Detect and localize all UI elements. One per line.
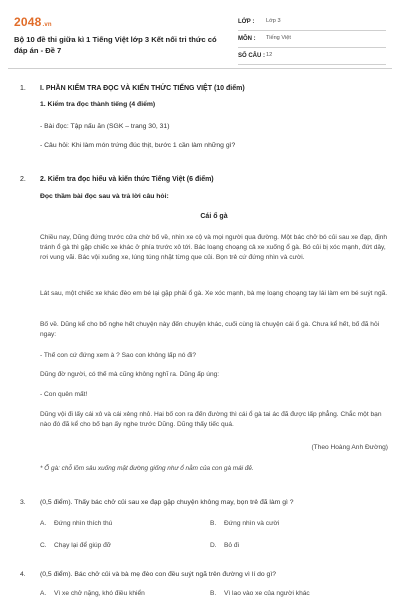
section-number: 1.	[20, 85, 26, 92]
option-letter: D.	[210, 542, 217, 549]
answer-option-a[interactable]	[40, 590, 145, 599]
reading-question: - Câu hỏi: Khi làm món trứng đúc thịt, bước 1 cần làm những gì?	[40, 142, 236, 149]
story-paragraph: Lát sau, một chiếc xe khác đèo em bé lại gặp phải ổ gà. Xe xóc mạnh, bà mẹ loạng choạng tay lái làm em bé suýt ngã.	[40, 290, 388, 297]
answer-option-a[interactable]	[40, 520, 112, 529]
story-paragraph: Dũng đờ người, có thế mà cũng không nghĩ ra. Dũng ấp úng:	[40, 371, 220, 378]
question-3	[20, 498, 390, 507]
meta-box	[238, 14, 386, 65]
option-text: Đứng nhìn thích thú	[54, 520, 113, 527]
meta-value: Lớp 3	[266, 18, 281, 25]
meta-value: Tiếng Việt	[266, 35, 291, 42]
instruction-text: Đọc thầm bài đọc sau và trả lời câu hỏi:	[40, 193, 169, 200]
question-text: (0,5 điểm). Thấy bác chở củi sau xe đạp gặp chuyện không may, bọn trẻ đã làm gì ?	[40, 499, 294, 506]
option-text: Vì xe chở nặng, khó điều khiển	[54, 590, 145, 597]
story-paragraph: Chiều nay, Dũng đứng trước cửa chờ bố về, nhìn xe cộ và mọi người qua đường. Một bác chở bó củi sau xe đạp, định tránh ổ gà thì gặp chiếc xe khác ở phía trước xô tới. Bác loạng choạng cả xe xuống ổ gà. Bó củi bị xóc mạnh, đứt dây, rơi vung vãi. Bác vội xuống xe, lúng túng nhặt từng que củi. Bọn trẻ cứ đứng nhìn và cười.	[40, 234, 388, 262]
meta-label: MÔN :	[238, 35, 256, 42]
story-paragraph: - Con quên mất!	[40, 391, 88, 398]
answer-option-b[interactable]	[210, 520, 279, 529]
meta-row-subject	[238, 31, 386, 48]
section-title: 2. Kiểm tra đọc hiểu và kiến thức Tiếng Việt (6 điểm)	[40, 176, 214, 183]
option-text: Đứng nhìn và cười	[224, 520, 280, 527]
document-header	[14, 14, 386, 64]
meta-row-question-count	[238, 48, 386, 65]
question-number: 4.	[20, 571, 26, 578]
logo-text: 2048	[14, 15, 42, 29]
header-divider	[8, 68, 392, 69]
meta-value: 12	[266, 52, 273, 59]
question-4	[20, 570, 390, 579]
logo-suffix: .vn	[42, 22, 52, 28]
section-2-heading	[20, 175, 214, 184]
story-paragraph: Dũng vội đi lấy cái xô và cái xẻng nhỏ. Hai bố con ra đến đường thì cái ổ gà tai ác đã được lấp phẳng. Chắc một bạn nào đó đã kể cho bố bạn ấy nghe trước Dũng. Dũng thấy tiếc quá.	[40, 411, 382, 429]
answer-option-c[interactable]	[40, 542, 111, 551]
story-paragraph: - Thế con cứ đứng xem à ? Sao con không lấp nó đi?	[40, 352, 197, 359]
question-text: (0,5 điểm). Bác chở củi và bà mẹ đèo con đều suýt ngã trên đường vì lí do gì?	[40, 571, 277, 578]
answer-option-b[interactable]	[210, 590, 310, 599]
option-text: Chạy lại để giúp đỡ	[54, 542, 112, 549]
meta-row-grade	[238, 14, 386, 31]
option-letter: A.	[40, 590, 47, 597]
section-title: I. PHẦN KIỂM TRA ĐỌC VÀ KIẾN THỨC TIẾNG VIỆT (10 điểm)	[40, 85, 245, 92]
site-logo[interactable]	[14, 14, 52, 30]
question-number: 3.	[20, 499, 26, 506]
option-text: Bỏ đi	[224, 542, 240, 549]
page-title: Bộ 10 đề thi giữa kì 1 Tiếng Việt lớp 3 Kết nối tri thức có đáp án - Đề 7	[14, 35, 217, 55]
section-1-heading	[20, 84, 245, 93]
story-title: Cái ổ gà	[200, 213, 228, 220]
option-text: Vì lao vào xe của người khác	[224, 590, 310, 597]
footnote: * Ổ gà: chỗ lõm sâu xuống mặt đường giống như ổ nằm của con gà mái đẻ.	[40, 465, 254, 472]
meta-label: SỐ CÂU :	[238, 52, 265, 59]
reading-text: - Bài đọc: Tập nấu ăn (SGK – trang 30, 31)	[40, 123, 170, 130]
meta-label: LỚP :	[238, 18, 255, 25]
story-source: (Theo Hoàng Anh Đường)	[311, 444, 388, 451]
story-paragraph: Bố về. Dũng kể cho bố nghe hết chuyện này đến chuyện khác, cuối cùng là chuyện cái ổ gà. Chưa kể hết, bố đã hỏi ngay:	[40, 321, 380, 339]
subsection-title: 1. Kiểm tra đọc thành tiếng (4 điểm)	[40, 101, 156, 108]
option-letter: B.	[210, 590, 217, 597]
option-letter: A.	[40, 520, 47, 527]
section-number: 2.	[20, 176, 26, 183]
answer-option-d[interactable]	[210, 542, 239, 551]
option-letter: B.	[210, 520, 217, 527]
option-letter: C.	[40, 542, 47, 549]
